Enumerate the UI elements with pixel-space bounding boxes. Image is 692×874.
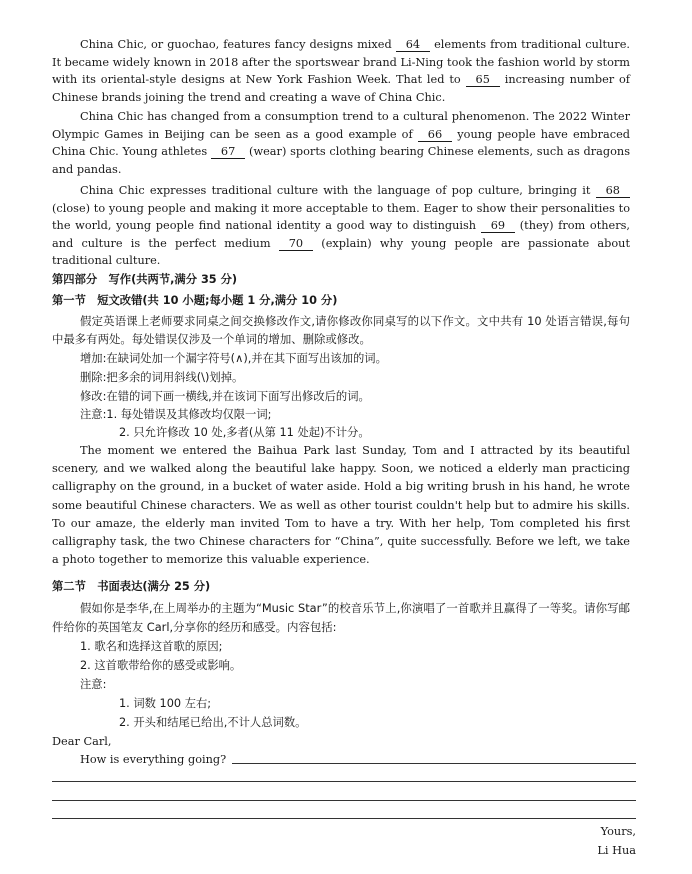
section1-instructions: 假定英语课上老师要求同桌之间交换修改作文,请你修改你同桌写的以下作文。文中共有 10 处语言错误,每句中最多有两处。每处错误仅涉及一个单词的增加、删除或修改。 xyxy=(52,314,630,346)
text: increasing number of Chinese brands joining the trend and creating a wave of China Chic. xyxy=(52,73,630,104)
passage-paragraph-1 xyxy=(52,36,630,106)
blank-69: 69 xyxy=(481,219,515,233)
text: (explain) why young people are passionate about traditional culture. xyxy=(52,236,630,268)
writing-note-2: 2. 开头和结尾已给出,不计人总词数。 xyxy=(119,716,307,729)
error-correction-essay: The moment we entered the Baihua Park last Sunday, Tom and I attracted by its beautiful scenery, and we walked along the beautiful lake happy. Soon, we noticed a elderly man practicing calligraphy on the ground, in a bucket of water aside. Hold a big writing brush in his hand, he wrote some beautiful Chinese characters. We as well as other tourist couldn't help but to admire his skills. To our amaze, the elderly man invited Tom to have a try. With her help, Tom completed his first calligraphy task, the two Chinese characters for “China”, quite successfully. Before we left, we take a photo together to memorize this valuable experience. xyxy=(52,444,630,567)
passage-paragraph-2 xyxy=(52,108,630,178)
letter-greeting: Dear Carl, xyxy=(52,735,112,748)
note-1: 注意:1. 每处错误及其修改均仅限一词; xyxy=(80,408,272,421)
writing-line-3[interactable] xyxy=(52,800,636,801)
text: China Chic has changed from a consumption trend to a cultural phenomenon. The 2022 Winter Olympic Games in Beijing can be seen as a good example of xyxy=(52,110,630,141)
blank-68: 68 xyxy=(596,184,630,198)
text: young people have embraced China Chic. Young athletes xyxy=(52,127,630,159)
rule-modify: 修改:在错的词下画一横线,并在该词下面写出修改后的词。 xyxy=(80,390,370,403)
passage-paragraph-3 xyxy=(52,182,630,270)
letter-signature: Li Hua xyxy=(597,844,636,857)
blank-66: 66 xyxy=(418,128,452,142)
section2-title: 第二节 书面表达(满分 25 分) xyxy=(52,580,211,593)
letter-closing: Yours, xyxy=(600,825,636,838)
note-2: 2. 只允许修改 10 处,多者(从第 11 处起)不计分。 xyxy=(119,426,370,439)
text: (they) from others, and culture is the perfect medium xyxy=(52,219,630,250)
blank-70: 70 xyxy=(279,237,313,251)
text: (close) to young people and making it more acceptable to them. Eager to show their personalities to the world, young people find national identity a good way to distinguish xyxy=(52,201,630,233)
writing-line-1[interactable] xyxy=(232,763,636,764)
text: (wear) sports clothing bearing Chinese elements, such as dragons and pandas. xyxy=(52,145,630,176)
rule-delete: 删除:把多余的词用斜线(\)划掉。 xyxy=(80,371,244,384)
section1-title: 第一节 短文改错(共 10 小题;每小题 1 分,满分 10 分) xyxy=(52,294,338,307)
content-point-2: 2. 这首歌带给你的感受或影响。 xyxy=(80,659,242,672)
blank-64: 64 xyxy=(396,38,430,52)
text: China Chic expresses traditional culture with the language of pop culture, bringing it xyxy=(80,184,596,197)
part4-title: 第四部分 写作(共两节,满分 35 分) xyxy=(52,273,238,286)
note-label: 注意: xyxy=(80,678,107,691)
letter-opening: How is everything going? xyxy=(80,753,227,766)
writing-line-4[interactable] xyxy=(52,818,636,819)
writing-prompt: 假如你是李华,在上周举办的主题为“Music Star”的校音乐节上,你演唱了一首歌并且赢得了一等奖。请你写邮件给你的英国笔友 Carl,分享你的经历和感受。内容包括: xyxy=(52,601,630,634)
text: China Chic, or guochao, features fancy designs mixed xyxy=(80,38,396,51)
blank-67: 67 xyxy=(211,145,245,159)
writing-line-2[interactable] xyxy=(52,781,636,782)
blank-65: 65 xyxy=(466,73,500,87)
writing-note-1: 1. 词数 100 左右; xyxy=(119,697,212,710)
content-point-1: 1. 歌名和选择这首歌的原因; xyxy=(80,640,223,653)
rule-add: 增加:在缺词处加一个漏字符号(∧),并在其下面写出该加的词。 xyxy=(80,352,387,365)
text: elements from traditional culture. It became widely known in 2018 after the sportswear brand Li-Ning took the fashion world by storm with its oriental-style designs at New York Fashion Week. That led to xyxy=(52,38,630,87)
